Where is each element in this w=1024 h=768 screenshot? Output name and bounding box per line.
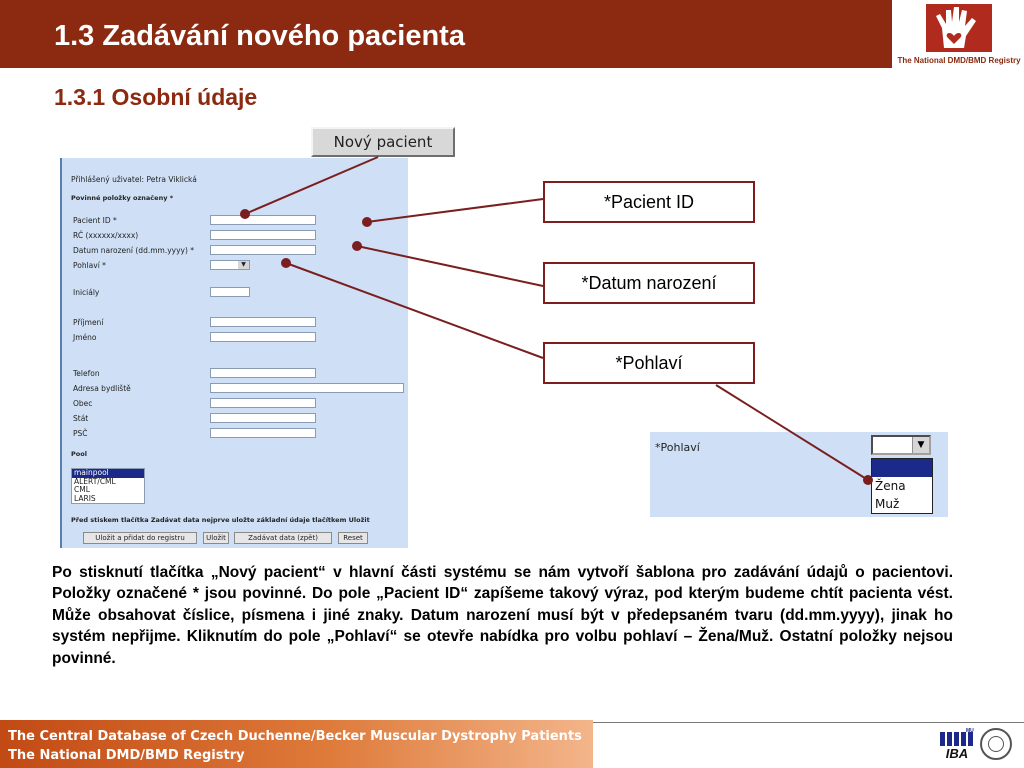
initials-label: Iniciály: [73, 288, 100, 297]
required-note: Povinné položky označeny *: [71, 194, 174, 202]
birth-date-input[interactable]: [210, 245, 316, 255]
pool-listbox[interactable]: [71, 468, 145, 504]
state-label: Stát: [73, 414, 89, 423]
iba-bars-icon: [940, 732, 974, 746]
patient-form-panel: [60, 158, 408, 548]
name-label: Jméno: [73, 333, 97, 342]
iba-logo: [940, 732, 974, 762]
pool-item[interactable]: CML: [74, 485, 90, 494]
sex-option-empty[interactable]: [872, 459, 932, 477]
name-input[interactable]: [210, 332, 316, 342]
save-button[interactable]: Uložit: [203, 532, 229, 544]
sex-options-list: [871, 458, 933, 514]
callout-patient-id: *Pacient ID: [543, 181, 755, 223]
section-subtitle: 1.3.1 Osobní údaje: [54, 84, 258, 110]
zip-input[interactable]: [210, 428, 316, 438]
sex-dropdown-label: *Pohlaví: [655, 441, 700, 454]
seal-inner: [988, 736, 1004, 752]
footer-line-2: The National DMD/BMD Registry: [8, 748, 245, 763]
hand-heart-icon: [924, 2, 994, 54]
phone-input[interactable]: [210, 368, 316, 378]
sex-dropdown-panel: [650, 432, 948, 517]
header-bar: [0, 0, 890, 68]
sex-option-female[interactable]: Žena: [875, 479, 906, 493]
reset-button[interactable]: Reset: [338, 532, 368, 544]
pool-label: Pool: [71, 450, 87, 458]
initials-input[interactable]: [210, 287, 250, 297]
callout-sex: *Pohlaví: [543, 342, 755, 384]
footer-line-1: The Central Database of Czech Duchenne/Becker Muscular Dystrophy Patients: [8, 729, 582, 744]
surname-input[interactable]: [210, 317, 316, 327]
address-input[interactable]: [210, 383, 404, 393]
surname-label: Příjmení: [73, 318, 104, 327]
chevron-down-icon: ▼: [238, 261, 249, 269]
chevron-down-icon[interactable]: ▼: [912, 437, 929, 453]
registry-logo: [890, 0, 1024, 68]
enter-data-button[interactable]: Zadávat data (zpět): [234, 532, 332, 544]
pool-item[interactable]: ALERT/CML: [74, 476, 116, 486]
new-patient-button[interactable]: Nový pacient: [311, 127, 455, 157]
logged-user-label: Přihlášený uživatel: Petra Viklická: [71, 175, 197, 184]
birth-date-label: Datum narození (dd.mm.yyyy) *: [73, 246, 195, 255]
mu-label: MU: [966, 728, 974, 734]
rc-label: RČ (xxxxxx/xxxx): [73, 231, 139, 240]
sex-dropdown-select[interactable]: [871, 435, 931, 455]
city-input[interactable]: [210, 398, 316, 408]
sex-label: Pohlaví *: [73, 261, 106, 270]
page-title: 1.3 Zadávání nového pacienta: [54, 20, 465, 52]
state-input[interactable]: [210, 413, 316, 423]
footer-band: [0, 720, 593, 768]
iba-logo-text: IBA: [945, 746, 969, 761]
description-text: Po stisknutí tlačítka „Nový pacient“ v hlavní části systému se nám vytvoří šablona pro zadávání údajů o pacientovi. Položky označené * jsou povinné. Do pole „Pacient ID“ zapíšeme takový výraz, pod kterým budeme chtít pacienta vést. Může obsahovat číslice, písmena i jiné znaky. Datum narození musí být v předepsaném tvaru (dd.mm.yyyy), jinak ho systém nepřijme. Kliknutím do pole „Pohlaví“ se otevře nabídka pro volbu pohlaví – Žena/Muž. Ostatní položky nejsou povinné.: [52, 564, 953, 667]
pool-item[interactable]: mainpool: [72, 469, 144, 478]
save-note: Před stiskem tlačítka Zadávat data nejprve uložte základní údaje tlačítkem Uložit: [71, 516, 370, 524]
phone-label: Telefon: [73, 369, 100, 378]
city-label: Obec: [73, 399, 93, 408]
sex-select[interactable]: [210, 260, 250, 270]
sex-option-male[interactable]: Muž: [875, 497, 900, 511]
patient-id-input[interactable]: [210, 215, 316, 225]
save-add-button[interactable]: Uložit a přidat do registru: [83, 532, 197, 544]
pool-item[interactable]: LARIS: [74, 493, 96, 503]
callout-birth-date: *Datum narození: [543, 262, 755, 304]
zip-label: PSČ: [73, 429, 88, 438]
rc-input[interactable]: [210, 230, 316, 240]
university-seal-icon: [980, 728, 1012, 760]
registry-logo-text: The National DMD/BMD Registry: [897, 56, 1021, 65]
address-label: Adresa bydliště: [73, 384, 131, 393]
patient-id-label: Pacient ID *: [73, 216, 117, 225]
